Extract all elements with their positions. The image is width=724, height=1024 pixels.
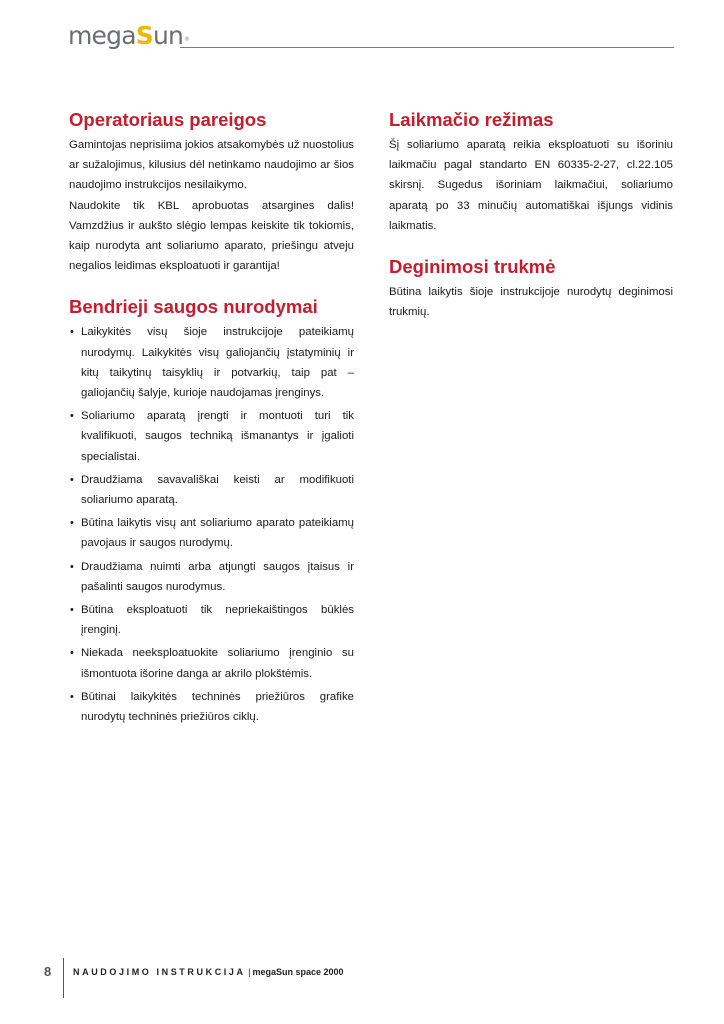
footer-separator: | [248, 967, 251, 977]
section-operator-duties [69, 108, 354, 276]
list-item-text: Soliariumo aparatą įrengti ir montuoti turi tik kvalifikuoti, saugos techniką išmanantys ir įgalioti specialistai. [81, 410, 354, 463]
header-divider [180, 47, 674, 48]
product-name: megaSun space 2000 [252, 967, 344, 977]
footer-divider [63, 958, 64, 998]
section-general-safety [69, 295, 354, 727]
list-item [69, 687, 354, 727]
list-item [69, 557, 354, 597]
bullet-icon: • [70, 690, 74, 703]
left-column [69, 108, 354, 746]
bullet-icon: • [70, 560, 74, 573]
page-footer [0, 958, 724, 998]
section-title: Deginimosi trukmė [389, 256, 556, 278]
list-item-text: Būtina eksploatuoti tik nepriekaištingos būklės įrenginį. [81, 604, 354, 637]
bullet-icon: • [70, 326, 74, 339]
list-item [69, 322, 354, 403]
paragraph: Šį soliariumo aparatą reikia eksploatuoti su išoriniu laikmačiu pagal standarto EN 60335-2-27, cl.22.105 skirsnį. Sugedus išoriniam laikmačiui, soliariumo aparatą po 33 minučių automatiškai išjungs vidinis laikmatis. [389, 139, 673, 232]
page-header [68, 20, 674, 52]
list-item [69, 406, 354, 467]
registered-mark: ® [184, 36, 190, 43]
footer-caption [73, 967, 344, 977]
list-item-text: Draudžiama savavališkai keisti ar modifikuoti soliariumo aparatą. [81, 473, 354, 507]
paragraph: Būtina laikytis šioje instrukcijoje nurodytų deginimosi trukmių. [389, 286, 673, 319]
bullet-icon: • [70, 604, 74, 617]
logo-prefix: mega [68, 21, 136, 50]
list-item [69, 513, 354, 553]
paragraph: Naudokite tik KBL aprobuotas atsargines dalis! Vamzdžius ir aukšto slėgio lempas keiskite tik tokiomis, kaip nurodyta ant soliariumo aparato, priešingu atveju negalios leidimas eksploatuoti ir garantija! [69, 199, 354, 273]
list-item [69, 643, 354, 683]
bullet-icon: • [70, 410, 74, 423]
list-item-text: Draudžiama nuimti arba atjungti saugos įtaisus ir pašalinti saugos nurodymus. [81, 560, 354, 593]
list-item-text: Niekada neeksploatuokite soliariumo įrenginio su išmontuota išorine danga ar akrilo plokštėmis. [81, 647, 354, 680]
doc-type-label: NAUDOJIMO INSTRUKCIJA [73, 967, 246, 977]
section-title: Operatoriaus pareigos [69, 109, 267, 130]
section-timer-mode [389, 108, 673, 236]
right-column [389, 108, 673, 341]
section-title: Laikmačio režimas [389, 109, 554, 130]
list-item-text: Būtinai laikykitės techninės priežiūros grafike nurodytų techninės priežiūros ciklų. [81, 690, 354, 724]
bullet-icon: • [70, 473, 74, 486]
bullet-icon: • [70, 517, 74, 530]
list-item [69, 600, 354, 640]
logo-suffix: un [152, 21, 184, 50]
safety-list [69, 322, 354, 727]
megasun-logo [68, 20, 189, 52]
page-number: 8 [44, 964, 52, 979]
bullet-icon: • [70, 647, 74, 660]
paragraph: Gamintojas neprisiima jokios atsakomybės už nuostolius ar sužalojimus, kilusius dėl netinkamo naudojimo ar šios naudojimo instrukcijos nesilaikymo. [69, 139, 354, 192]
logo-sun-letter: S [135, 21, 153, 50]
section-tanning-duration [389, 255, 673, 322]
list-item-text: Būtina laikytis visų ant soliariumo aparato pateikiamų pavojaus ir saugos nurodymų. [81, 517, 354, 550]
section-title: Bendrieji saugos nurodymai [69, 296, 318, 318]
list-item-text: Laikykitės visų šioje instrukcijoje pateikiamų nurodymų. Laikykitės visų galiojančių įstatyminių ir kitų taikytinų taisyklių ir potvarkių, taip pat – galiojančių šalyje, kurioje naudojamas įrenginys. [81, 326, 354, 400]
list-item [69, 470, 354, 510]
